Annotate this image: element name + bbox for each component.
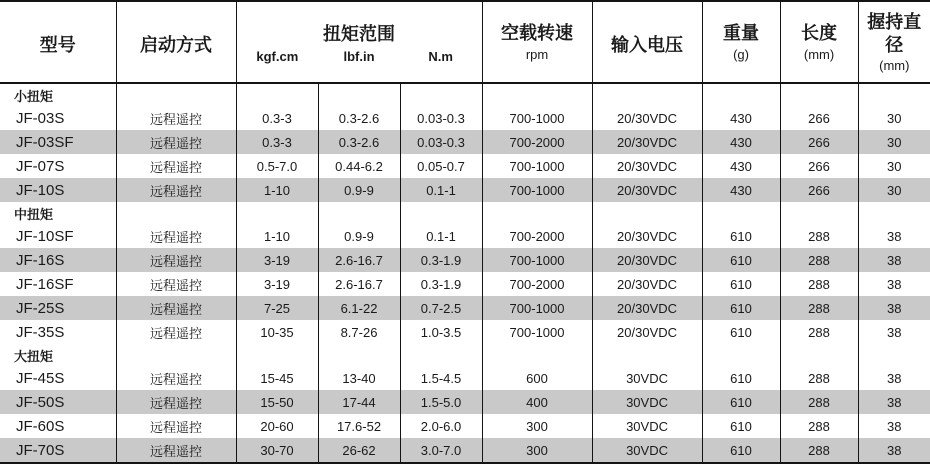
- cell-model: JF-07S: [0, 154, 116, 178]
- cell-kgfcm: 3-19: [236, 272, 318, 296]
- table-body: [0, 83, 930, 463]
- table-row: [0, 366, 930, 390]
- group-filler-cell: [318, 344, 400, 366]
- group-label: 小扭矩: [0, 83, 116, 106]
- group-filler-cell: [236, 202, 318, 224]
- group-filler-cell: [780, 344, 858, 366]
- table-row: [0, 130, 930, 154]
- cell-lbfin: 2.6-16.7: [318, 248, 400, 272]
- header-torque-unit-kgfcm: kgf.cm: [256, 49, 299, 64]
- cell-length: 288: [780, 366, 858, 390]
- group-filler-cell: [592, 83, 702, 106]
- cell-model: JF-50S: [0, 390, 116, 414]
- cell-lbfin: 0.44-6.2: [318, 154, 400, 178]
- cell-rpm: 300: [482, 438, 592, 463]
- cell-rpm: 700-1000: [482, 154, 592, 178]
- cell-length: 266: [780, 178, 858, 202]
- cell-lbfin: 13-40: [318, 366, 400, 390]
- cell-length: 288: [780, 248, 858, 272]
- header-grip-diameter-label: 握持直径: [867, 12, 922, 55]
- cell-weight: 430: [702, 130, 780, 154]
- cell-voltage: 20/30VDC: [592, 154, 702, 178]
- cell-weight: 430: [702, 178, 780, 202]
- group-filler-cell: [780, 202, 858, 224]
- cell-rpm: 700-2000: [482, 130, 592, 154]
- cell-length: 288: [780, 320, 858, 344]
- header-torque-unit-lbfin: lbf.in: [343, 49, 375, 64]
- group-filler-cell: [482, 344, 592, 366]
- table-row: [0, 224, 930, 248]
- cell-voltage: 20/30VDC: [592, 178, 702, 202]
- cell-model: JF-03S: [0, 106, 116, 130]
- cell-lbfin: 0.3-2.6: [318, 130, 400, 154]
- table-row: [0, 390, 930, 414]
- cell-rpm: 600: [482, 366, 592, 390]
- table-row: [0, 296, 930, 320]
- cell-lbfin: 17-44: [318, 390, 400, 414]
- header-grip-diameter-unit: (mm): [879, 58, 910, 73]
- table-row: [0, 438, 930, 463]
- cell-kgfcm: 1-10: [236, 178, 318, 202]
- cell-weight: 610: [702, 224, 780, 248]
- cell-start: 远程遥控: [116, 248, 236, 272]
- cell-weight: 610: [702, 414, 780, 438]
- header-model-label: 型号: [39, 35, 76, 56]
- cell-kgfcm: 10-35: [236, 320, 318, 344]
- cell-nm: 0.1-1: [400, 224, 482, 248]
- cell-start: 远程遥控: [116, 130, 236, 154]
- header-length-label: 长度: [801, 23, 838, 44]
- cell-start: 远程遥控: [116, 366, 236, 390]
- cell-start: 远程遥控: [116, 390, 236, 414]
- cell-voltage: 20/30VDC: [592, 320, 702, 344]
- cell-grip: 38: [858, 366, 930, 390]
- header-start-mode: [116, 1, 236, 83]
- cell-model: JF-60S: [0, 414, 116, 438]
- table-header: [0, 1, 930, 83]
- group-filler-cell: [400, 202, 482, 224]
- cell-length: 288: [780, 272, 858, 296]
- table-row: [0, 178, 930, 202]
- cell-length: 288: [780, 390, 858, 414]
- cell-weight: 610: [702, 366, 780, 390]
- cell-model: JF-10SF: [0, 224, 116, 248]
- cell-rpm: 400: [482, 390, 592, 414]
- header-grip-diameter: [858, 1, 930, 83]
- cell-nm: 0.3-1.9: [400, 272, 482, 296]
- cell-weight: 610: [702, 390, 780, 414]
- cell-lbfin: 2.6-16.7: [318, 272, 400, 296]
- cell-nm: 0.05-0.7: [400, 154, 482, 178]
- cell-lbfin: 8.7-26: [318, 320, 400, 344]
- cell-model: JF-35S: [0, 320, 116, 344]
- cell-kgfcm: 0.3-3: [236, 130, 318, 154]
- cell-grip: 38: [858, 438, 930, 463]
- cell-start: 远程遥控: [116, 414, 236, 438]
- cell-lbfin: 26-62: [318, 438, 400, 463]
- cell-weight: 430: [702, 154, 780, 178]
- header-no-load-speed-unit: rpm: [525, 46, 549, 62]
- cell-weight: 430: [702, 106, 780, 130]
- header-model: [0, 1, 116, 83]
- cell-kgfcm: 15-45: [236, 366, 318, 390]
- cell-model: JF-25S: [0, 296, 116, 320]
- group-filler-cell: [482, 83, 592, 106]
- cell-rpm: 700-1000: [482, 296, 592, 320]
- cell-model: JF-45S: [0, 366, 116, 390]
- group-filler-cell: [592, 202, 702, 224]
- cell-start: 远程遥控: [116, 296, 236, 320]
- cell-grip: 30: [858, 130, 930, 154]
- header-input-voltage: [592, 1, 702, 83]
- cell-weight: 610: [702, 438, 780, 463]
- cell-length: 288: [780, 414, 858, 438]
- group-filler-cell: [702, 83, 780, 106]
- cell-grip: 30: [858, 154, 930, 178]
- cell-length: 288: [780, 296, 858, 320]
- cell-start: 远程遥控: [116, 272, 236, 296]
- cell-voltage: 20/30VDC: [592, 272, 702, 296]
- cell-lbfin: 0.3-2.6: [318, 106, 400, 130]
- group-filler-cell: [858, 344, 930, 366]
- group-header-row: [0, 83, 930, 106]
- group-filler-cell: [482, 202, 592, 224]
- cell-model: JF-10S: [0, 178, 116, 202]
- table-row: [0, 414, 930, 438]
- cell-kgfcm: 1-10: [236, 224, 318, 248]
- cell-model: JF-70S: [0, 438, 116, 463]
- cell-rpm: 700-1000: [482, 106, 592, 130]
- cell-grip: 38: [858, 248, 930, 272]
- cell-weight: 610: [702, 272, 780, 296]
- cell-grip: 38: [858, 414, 930, 438]
- group-filler-cell: [702, 344, 780, 366]
- header-torque-range-label: 扭矩范围: [323, 24, 396, 44]
- cell-length: 266: [780, 130, 858, 154]
- cell-rpm: 300: [482, 414, 592, 438]
- group-filler-cell: [400, 83, 482, 106]
- cell-voltage: 20/30VDC: [592, 224, 702, 248]
- header-start-mode-label: 启动方式: [140, 35, 212, 56]
- cell-voltage: 20/30VDC: [592, 106, 702, 130]
- cell-rpm: 700-1000: [482, 178, 592, 202]
- header-weight-label: 重量: [723, 23, 760, 44]
- cell-nm: 3.0-7.0: [400, 438, 482, 463]
- group-header-row: [0, 344, 930, 366]
- cell-voltage: 20/30VDC: [592, 296, 702, 320]
- group-filler-cell: [116, 83, 236, 106]
- cell-grip: 38: [858, 390, 930, 414]
- header-weight-unit: (g): [733, 46, 749, 62]
- cell-kgfcm: 0.5-7.0: [236, 154, 318, 178]
- cell-start: 远程遥控: [116, 178, 236, 202]
- table-row: [0, 320, 930, 344]
- group-label: 大扭矩: [0, 344, 116, 366]
- group-filler-cell: [858, 202, 930, 224]
- table-row: [0, 106, 930, 130]
- cell-nm: 1.0-3.5: [400, 320, 482, 344]
- cell-weight: 610: [702, 320, 780, 344]
- header-length: [780, 1, 858, 83]
- cell-rpm: 700-2000: [482, 224, 592, 248]
- group-filler-cell: [116, 344, 236, 366]
- header-weight: [702, 1, 780, 83]
- cell-nm: 0.3-1.9: [400, 248, 482, 272]
- cell-grip: 30: [858, 106, 930, 130]
- group-filler-cell: [236, 83, 318, 106]
- cell-start: 远程遥控: [116, 320, 236, 344]
- cell-nm: 0.03-0.3: [400, 130, 482, 154]
- table-row: [0, 272, 930, 296]
- group-filler-cell: [780, 83, 858, 106]
- group-filler-cell: [116, 202, 236, 224]
- cell-rpm: 700-1000: [482, 320, 592, 344]
- cell-lbfin: 0.9-9: [318, 178, 400, 202]
- header-no-load-speed: [482, 1, 592, 83]
- cell-start: 远程遥控: [116, 154, 236, 178]
- cell-length: 266: [780, 154, 858, 178]
- cell-start: 远程遥控: [116, 224, 236, 248]
- cell-voltage: 30VDC: [592, 366, 702, 390]
- cell-start: 远程遥控: [116, 438, 236, 463]
- group-filler-cell: [702, 202, 780, 224]
- cell-model: JF-03SF: [0, 130, 116, 154]
- cell-grip: 38: [858, 296, 930, 320]
- cell-nm: 2.0-6.0: [400, 414, 482, 438]
- cell-length: 288: [780, 224, 858, 248]
- cell-voltage: 30VDC: [592, 438, 702, 463]
- cell-nm: 0.7-2.5: [400, 296, 482, 320]
- cell-start: 远程遥控: [116, 106, 236, 130]
- cell-voltage: 30VDC: [592, 414, 702, 438]
- header-no-load-speed-label: 空载转速: [501, 23, 574, 44]
- cell-nm: 0.03-0.3: [400, 106, 482, 130]
- cell-voltage: 20/30VDC: [592, 130, 702, 154]
- cell-voltage: 20/30VDC: [592, 248, 702, 272]
- cell-model: JF-16SF: [0, 272, 116, 296]
- cell-rpm: 700-1000: [482, 248, 592, 272]
- cell-nm: 1.5-4.5: [400, 366, 482, 390]
- cell-lbfin: 0.9-9: [318, 224, 400, 248]
- cell-lbfin: 17.6-52: [318, 414, 400, 438]
- table-row: [0, 248, 930, 272]
- cell-kgfcm: 20-60: [236, 414, 318, 438]
- group-filler-cell: [858, 83, 930, 106]
- cell-nm: 0.1-1: [400, 178, 482, 202]
- group-filler-cell: [400, 344, 482, 366]
- cell-grip: 38: [858, 320, 930, 344]
- cell-model: JF-16S: [0, 248, 116, 272]
- group-filler-cell: [318, 202, 400, 224]
- cell-voltage: 30VDC: [592, 390, 702, 414]
- cell-kgfcm: 15-50: [236, 390, 318, 414]
- cell-lbfin: 6.1-22: [318, 296, 400, 320]
- cell-grip: 38: [858, 272, 930, 296]
- group-filler-cell: [592, 344, 702, 366]
- cell-kgfcm: 7-25: [236, 296, 318, 320]
- cell-kgfcm: 0.3-3: [236, 106, 318, 130]
- cell-weight: 610: [702, 248, 780, 272]
- cell-kgfcm: 30-70: [236, 438, 318, 463]
- group-filler-cell: [236, 344, 318, 366]
- cell-length: 288: [780, 438, 858, 463]
- header-length-unit: (mm): [803, 46, 835, 62]
- header-input-voltage-label: 输入电压: [611, 35, 684, 56]
- header-torque-unit-nm: N.m: [428, 49, 453, 64]
- cell-rpm: 700-2000: [482, 272, 592, 296]
- cell-length: 266: [780, 106, 858, 130]
- group-label: 中扭矩: [0, 202, 116, 224]
- cell-grip: 38: [858, 224, 930, 248]
- cell-grip: 30: [858, 178, 930, 202]
- cell-kgfcm: 3-19: [236, 248, 318, 272]
- table-row: [0, 154, 930, 178]
- cell-weight: 610: [702, 296, 780, 320]
- group-filler-cell: [318, 83, 400, 106]
- header-torque-range: [236, 1, 482, 83]
- group-header-row: [0, 202, 930, 224]
- cell-nm: 1.5-5.0: [400, 390, 482, 414]
